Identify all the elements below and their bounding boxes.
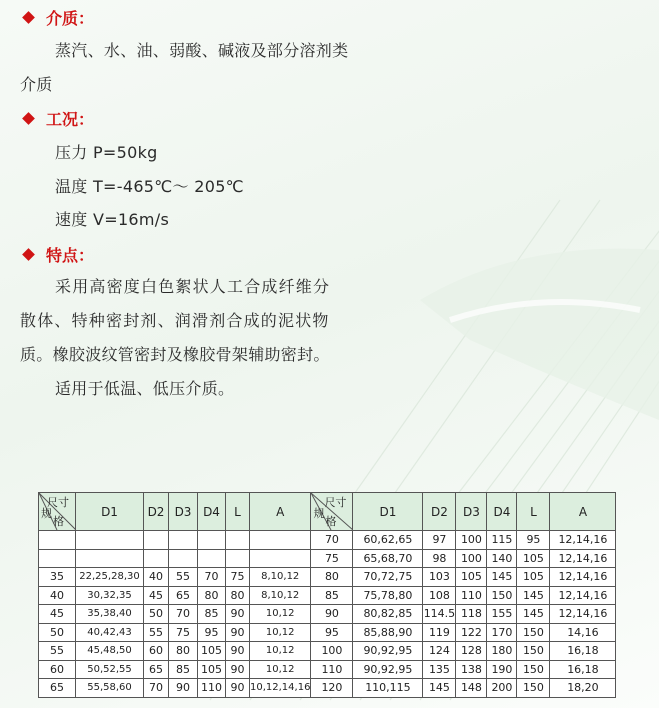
section-medium-heading xyxy=(22,6,94,28)
cell-right-a: 16,18 xyxy=(550,660,616,679)
cell-left-d3: 65 xyxy=(169,586,198,605)
cell-right-a: 16,18 xyxy=(550,642,616,661)
cell-left-l xyxy=(226,549,250,568)
cell-left-spec: 55 xyxy=(39,642,76,661)
cell-left-d4: 70 xyxy=(198,568,226,587)
cell-left-d3 xyxy=(169,531,198,550)
cell-right-d3: 138 xyxy=(456,660,487,679)
cell-right-l: 95 xyxy=(517,531,550,550)
section-features-title: 特点： xyxy=(46,245,95,265)
cell-right-d2: 103 xyxy=(423,568,456,587)
cell-right-d3: 148 xyxy=(456,679,487,698)
header-a: A xyxy=(550,493,616,531)
cell-right-a: 12,14,16 xyxy=(550,586,616,605)
cell-left-d3 xyxy=(169,549,198,568)
cell-right-d3: 100 xyxy=(456,531,487,550)
cell-right-spec: 75 xyxy=(311,549,353,568)
corner-spec-2: 格 xyxy=(325,515,337,528)
cell-right-d4: 115 xyxy=(487,531,517,550)
cell-left-spec: 45 xyxy=(39,605,76,624)
spec-table-wrapper xyxy=(38,492,616,698)
cell-left-d2: 65 xyxy=(144,660,169,679)
cell-left-d4: 80 xyxy=(198,586,226,605)
diamond-bullet-icon xyxy=(22,112,35,125)
cell-right-a: 14,16 xyxy=(550,623,616,642)
features-line-2: 散体、特种密封剂、润滑剂合成的泥状物 xyxy=(20,311,330,330)
cell-right-d3: 105 xyxy=(456,568,487,587)
header-d1: D1 xyxy=(353,493,423,531)
cell-right-spec: 95 xyxy=(311,623,353,642)
header-d3: D3 xyxy=(456,493,487,531)
diamond-bullet-icon xyxy=(22,248,35,261)
cell-left-spec xyxy=(39,531,76,550)
cell-right-d1: 75,78,80 xyxy=(353,586,423,605)
section-medium-title: 介质： xyxy=(46,8,95,28)
cell-right-spec: 120 xyxy=(311,679,353,698)
cell-left-l: 90 xyxy=(226,660,250,679)
cell-right-d1: 80,82,85 xyxy=(353,605,423,624)
cell-right-l: 145 xyxy=(517,586,550,605)
features-line-3: 质。橡胶波纹管密封及橡胶骨架辅助密封。 xyxy=(20,345,330,364)
cell-left-d3: 85 xyxy=(169,660,198,679)
cell-right-a: 12,14,16 xyxy=(550,605,616,624)
cell-right-a: 18,20 xyxy=(550,679,616,698)
header-l: L xyxy=(226,493,250,531)
cell-right-spec: 110 xyxy=(311,660,353,679)
cell-right-d2: 98 xyxy=(423,549,456,568)
cell-right-a: 12,14,16 xyxy=(550,549,616,568)
cell-right-a: 12,14,16 xyxy=(550,568,616,587)
cell-right-d1: 65,68,70 xyxy=(353,549,423,568)
cell-left-spec: 40 xyxy=(39,586,76,605)
cell-right-d4: 170 xyxy=(487,623,517,642)
cell-left-spec xyxy=(39,549,76,568)
table-header-row xyxy=(39,493,616,531)
cell-right-d3: 122 xyxy=(456,623,487,642)
cell-right-d4: 140 xyxy=(487,549,517,568)
cell-right-d4: 190 xyxy=(487,660,517,679)
corner-cell-left xyxy=(39,493,76,531)
cell-right-a: 12,14,16 xyxy=(550,531,616,550)
cell-left-spec: 65 xyxy=(39,679,76,698)
pressure-line: 压力 P=50kg xyxy=(55,143,158,162)
cell-left-d2: 45 xyxy=(144,586,169,605)
header-d1: D1 xyxy=(76,493,144,531)
header-d2: D2 xyxy=(423,493,456,531)
cell-right-d4: 150 xyxy=(487,586,517,605)
cell-right-d1: 85,88,90 xyxy=(353,623,423,642)
corner-spec-2: 格 xyxy=(53,515,64,528)
table-row xyxy=(39,549,616,568)
cell-right-d1: 60,62,65 xyxy=(353,531,423,550)
header-d2: D2 xyxy=(144,493,169,531)
spec-table-body xyxy=(39,531,616,698)
cell-left-d2 xyxy=(144,549,169,568)
cell-left-a: 8,10,12 xyxy=(250,568,311,587)
table-row xyxy=(39,586,616,605)
cell-left-l xyxy=(226,531,250,550)
cell-left-d1: 50,52,55 xyxy=(76,660,144,679)
cell-right-d2: 97 xyxy=(423,531,456,550)
diamond-bullet-icon xyxy=(22,11,35,24)
cell-right-d4: 180 xyxy=(487,642,517,661)
temperature-line: 温度 T=-465℃～ 205℃ xyxy=(55,177,244,196)
cell-left-d4: 85 xyxy=(198,605,226,624)
cell-left-l: 75 xyxy=(226,568,250,587)
cell-right-d2: 145 xyxy=(423,679,456,698)
cell-left-a: 10,12 xyxy=(250,605,311,624)
section-features-heading xyxy=(22,243,94,265)
cell-right-spec: 85 xyxy=(311,586,353,605)
cell-right-l: 150 xyxy=(517,660,550,679)
cell-left-d2 xyxy=(144,531,169,550)
cell-right-d2: 135 xyxy=(423,660,456,679)
header-d4: D4 xyxy=(487,493,517,531)
header-l: L xyxy=(517,493,550,531)
cell-right-d4: 155 xyxy=(487,605,517,624)
cell-right-l: 150 xyxy=(517,623,550,642)
table-row xyxy=(39,531,616,550)
cell-right-spec: 80 xyxy=(311,568,353,587)
cell-left-d1: 35,38,40 xyxy=(76,605,144,624)
table-row xyxy=(39,660,616,679)
section-conditions-title: 工况： xyxy=(46,109,95,129)
cell-right-l: 150 xyxy=(517,679,550,698)
corner-spec-1: 规 xyxy=(313,507,325,520)
cell-right-l: 145 xyxy=(517,605,550,624)
cell-right-l: 150 xyxy=(517,642,550,661)
cell-right-d3: 100 xyxy=(456,549,487,568)
cell-left-a: 10,12 xyxy=(250,660,311,679)
cell-right-d3: 118 xyxy=(456,605,487,624)
table-row xyxy=(39,568,616,587)
cell-left-d3: 75 xyxy=(169,623,198,642)
table-row xyxy=(39,679,616,698)
cell-right-spec: 90 xyxy=(311,605,353,624)
cell-left-d1: 22,25,28,30 xyxy=(76,568,144,587)
cell-left-l: 90 xyxy=(226,605,250,624)
cell-left-a: 10,12,14,16 xyxy=(250,679,311,698)
cell-left-d4: 105 xyxy=(198,660,226,679)
header-a: A xyxy=(250,493,311,531)
cell-left-spec: 35 xyxy=(39,568,76,587)
cell-left-d3: 80 xyxy=(169,642,198,661)
cell-left-l: 90 xyxy=(226,679,250,698)
cell-left-d2: 50 xyxy=(144,605,169,624)
cell-right-d2: 114.5 xyxy=(423,605,456,624)
table-row xyxy=(39,605,616,624)
cell-left-l: 90 xyxy=(226,642,250,661)
features-line-1: 采用高密度白色絮状人工合成纤维分 xyxy=(55,277,331,296)
corner-spec-1: 规 xyxy=(41,507,52,520)
cell-right-d2: 108 xyxy=(423,586,456,605)
cell-right-d1: 70,72,75 xyxy=(353,568,423,587)
spec-table xyxy=(38,492,616,698)
medium-line-1: 蒸汽、水、油、弱酸、碱液及部分溶剂类 xyxy=(55,41,349,60)
cell-right-d1: 90,92,95 xyxy=(353,642,423,661)
cell-left-d1: 45,48,50 xyxy=(76,642,144,661)
cell-left-d3: 55 xyxy=(169,568,198,587)
cell-left-d1: 40,42,43 xyxy=(76,623,144,642)
cell-right-l: 105 xyxy=(517,549,550,568)
cell-right-d2: 119 xyxy=(423,623,456,642)
cell-left-d1: 55,58,60 xyxy=(76,679,144,698)
cell-right-spec: 70 xyxy=(311,531,353,550)
header-d4: D4 xyxy=(198,493,226,531)
cell-left-d2: 70 xyxy=(144,679,169,698)
cell-right-spec: 100 xyxy=(311,642,353,661)
corner-cell-right xyxy=(311,493,353,531)
cell-left-d4 xyxy=(198,531,226,550)
cell-right-d1: 90,92,95 xyxy=(353,660,423,679)
cell-right-d4: 200 xyxy=(487,679,517,698)
cell-left-l: 80 xyxy=(226,586,250,605)
cell-left-d4: 95 xyxy=(198,623,226,642)
corner-size-label: 尺寸 xyxy=(324,496,347,509)
cell-left-d4 xyxy=(198,549,226,568)
corner-size-label: 尺寸 xyxy=(47,496,69,509)
table-row xyxy=(39,623,616,642)
features-line-4: 适用于低温、低压介质。 xyxy=(55,379,235,398)
cell-right-d1: 110,115 xyxy=(353,679,423,698)
cell-left-d3: 70 xyxy=(169,605,198,624)
cell-left-d2: 55 xyxy=(144,623,169,642)
header-d3: D3 xyxy=(169,493,198,531)
cell-right-d3: 128 xyxy=(456,642,487,661)
cell-left-spec: 50 xyxy=(39,623,76,642)
cell-left-spec: 60 xyxy=(39,660,76,679)
medium-line-2: 介质 xyxy=(20,75,53,94)
cell-left-a: 10,12 xyxy=(250,642,311,661)
cell-left-a: 8,10,12 xyxy=(250,586,311,605)
cell-right-d2: 124 xyxy=(423,642,456,661)
cell-left-d1 xyxy=(76,549,144,568)
speed-line: 速度 V=16m/s xyxy=(55,210,170,229)
cell-right-d4: 145 xyxy=(487,568,517,587)
cell-left-d2: 40 xyxy=(144,568,169,587)
cell-left-d2: 60 xyxy=(144,642,169,661)
table-row xyxy=(39,642,616,661)
section-conditions-heading xyxy=(22,107,94,129)
cell-right-l: 105 xyxy=(517,568,550,587)
cell-left-d1 xyxy=(76,531,144,550)
cell-left-a xyxy=(250,531,311,550)
cell-right-d3: 110 xyxy=(456,586,487,605)
cell-left-a: 10,12 xyxy=(250,623,311,642)
cell-left-d4: 105 xyxy=(198,642,226,661)
cell-left-d3: 90 xyxy=(169,679,198,698)
cell-left-l: 90 xyxy=(226,623,250,642)
cell-left-d4: 110 xyxy=(198,679,226,698)
cell-left-d1: 30,32,35 xyxy=(76,586,144,605)
cell-left-a xyxy=(250,549,311,568)
